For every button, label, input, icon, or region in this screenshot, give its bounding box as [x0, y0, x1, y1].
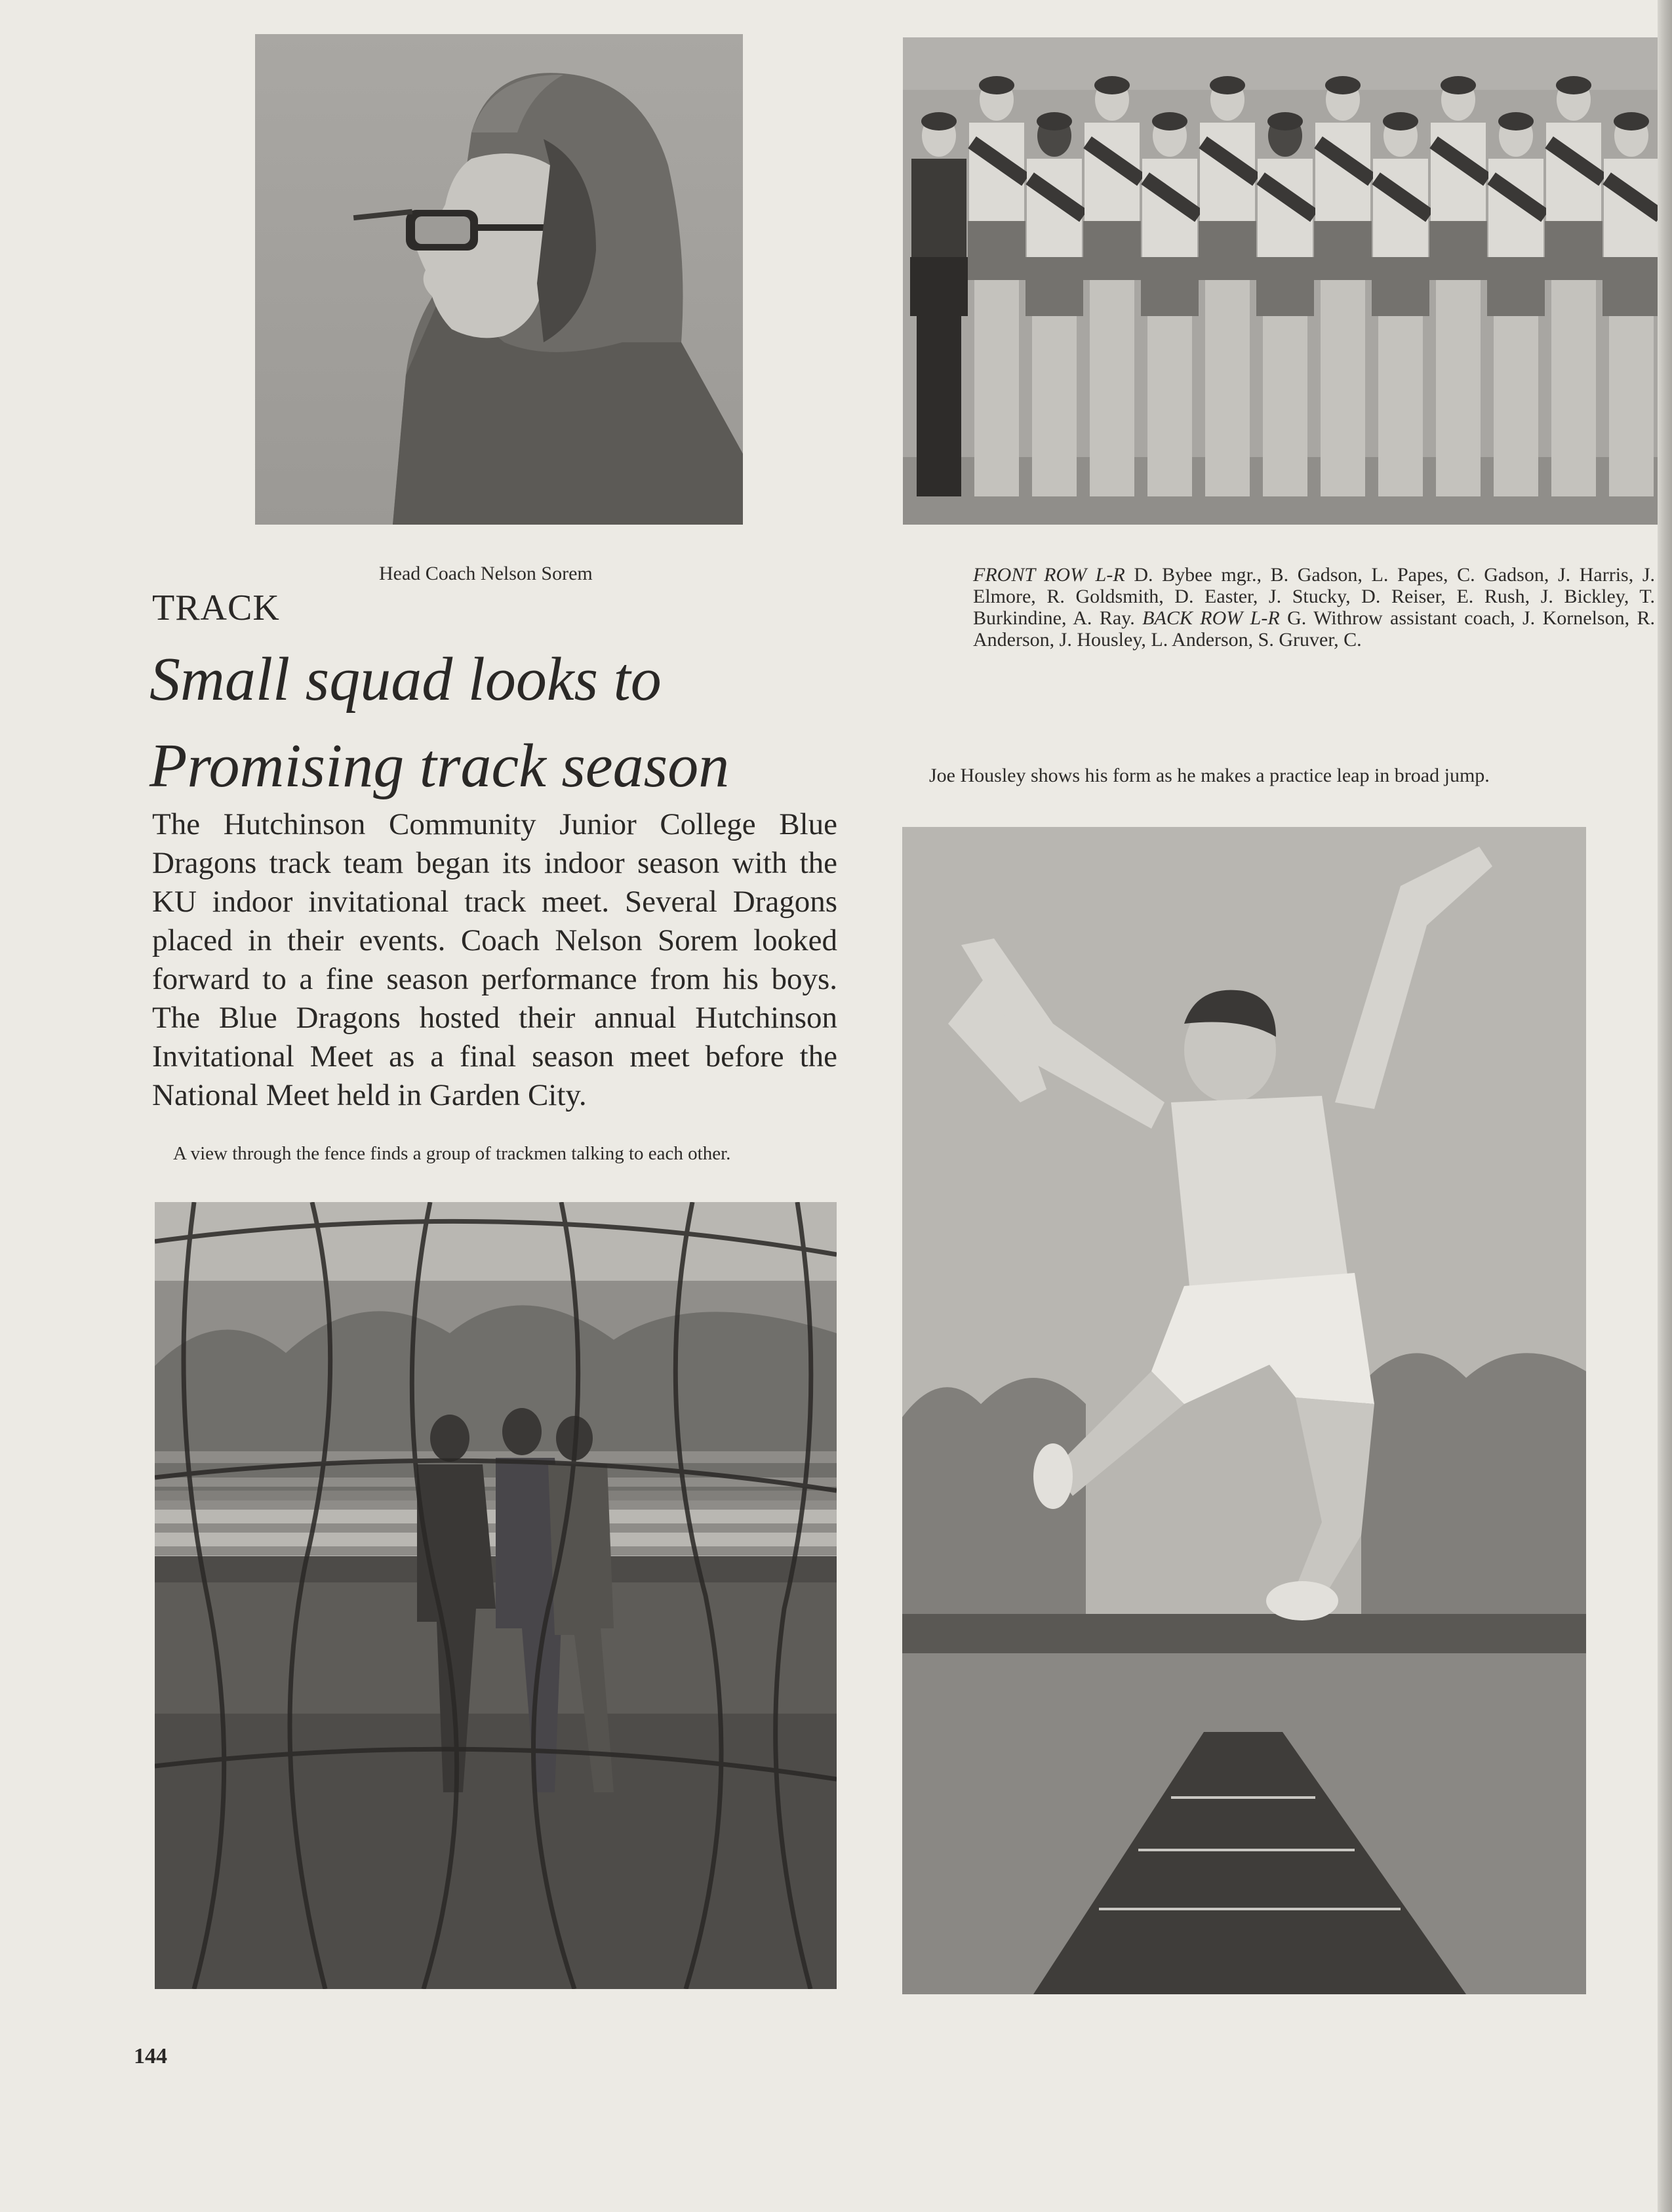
- article-body: The Hutchinson Community Junior College Blue Dragons track team began its indoor season with the KU indoor invitational track meet. Several Dragons placed in their events. Coach Nelson Sorem looked forward to a fine season performance from his boys. The Blue Dragons hosted their annual Hutchinson Invitational Meet as a final season meet before the National Meet held in Garden City.: [152, 807, 837, 1112]
- back-row-label: BACK ROW L-R: [1142, 607, 1280, 629]
- headline-line-1: Small squad looks to: [149, 645, 662, 714]
- jump-photo-caption: Joe Housley shows his form as he makes a practice leap in broad jump.: [929, 765, 1490, 786]
- team-roster-caption: [973, 564, 1655, 651]
- front-row-label: FRONT ROW L-R: [973, 564, 1125, 586]
- back-row-names: G. Withrow assistant coach, J. Kornelson, R. Anderson, J. Housley, L. Anderson, S. Gruver, C.: [973, 607, 1656, 651]
- jump-photo: [902, 827, 1586, 1994]
- headline: [149, 636, 858, 809]
- page-number: 144: [134, 2044, 167, 2068]
- fence-photo-caption: A view through the fence finds a group of trackmen talking to each other.: [173, 1143, 731, 1164]
- team-member: [1602, 112, 1658, 496]
- team-photo: [903, 37, 1658, 525]
- section-label: TRACK: [152, 588, 280, 628]
- front-row-names: D. Bybee mgr., B. Gadson, L. Papes, C. Gadson, J. Harris, J. Elmore, R. Goldsmith, D. Easter, J. Stucky, D. Reiser, E. Rush, J. Bickley, T. Burkindine, A. Ray.: [973, 564, 1656, 629]
- fence-photo: [155, 1202, 837, 1989]
- coach-photo-caption: Head Coach Nelson Sorem: [379, 563, 593, 584]
- page-edge: [1658, 0, 1672, 2212]
- coach-photo: [255, 34, 743, 525]
- team-member: [910, 112, 968, 496]
- headline-line-2: Promising track season: [149, 732, 730, 800]
